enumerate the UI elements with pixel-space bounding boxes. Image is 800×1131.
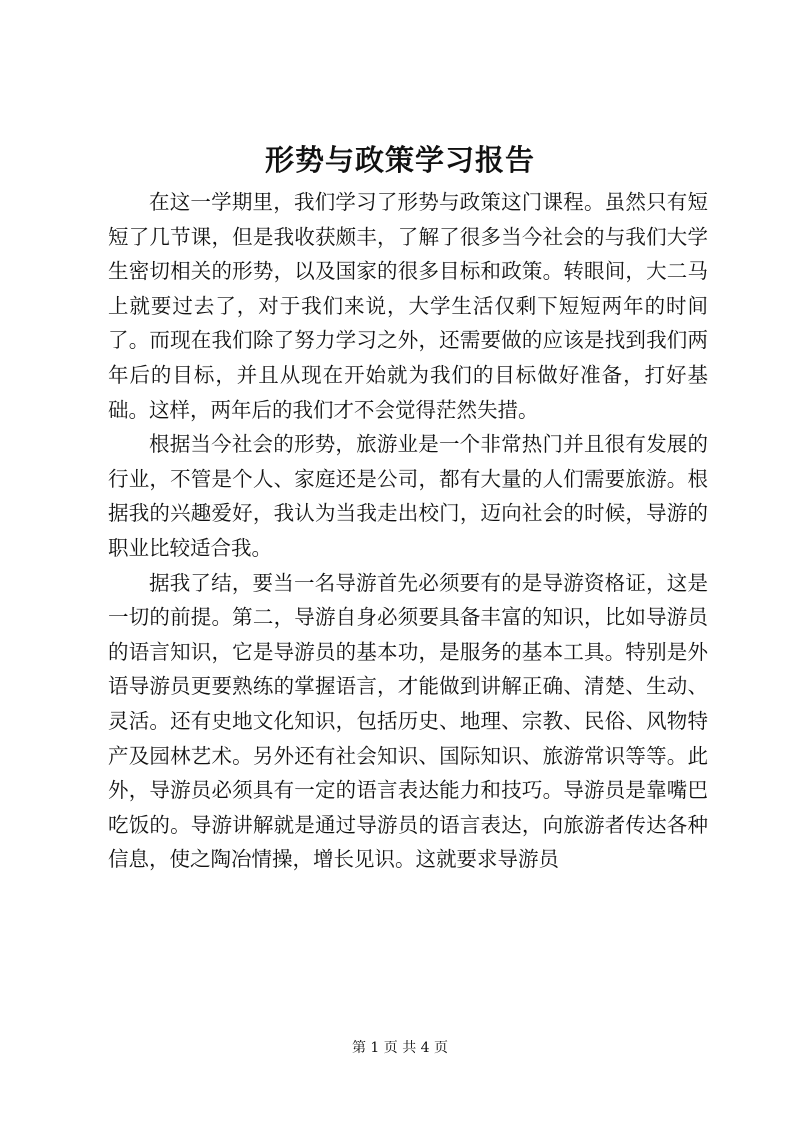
paragraph-2: 根据当今社会的形势，旅游业是一个非常热门并且很有发展的行业，不管是个人、家庭还是公司，都有大量的人们需要旅游。根据我的兴趣爱好，我认为当我走出校门，迈向社会的时候，导游的职业比较适合我。: [108, 432, 708, 560]
page-number-footer: 第 1 页 共 4 页: [351, 1040, 449, 1056]
document-body: [108, 185, 708, 877]
paragraph-3: 据我了结，要当一名导游首先必须要有的是导游资格证，这是一切的前提。第二，导游自身必须要具备丰富的知识，比如导游员的语言知识，它是导游员的基本功，是服务的基本工具。特别是外语导游员更要熟练的掌握语言，才能做到讲解正确、清楚、生动、灵活。还有史地文化知识，包括历史、地理、宗教、民俗、风物特产及园林艺术。另外还有社会知识、国际知识、旅游常识等等。此外，导游员必须具有一定的语言表达能力和技巧。导游员是靠嘴巴吃饭的。导游讲解就是通过导游员的语言表达，向旅游者传达各种信息，使之陶冶情操，增长见识。这就要求导游员: [108, 570, 708, 872]
document-title: 形势与政策学习报告: [264, 143, 535, 177]
paragraph-1: 在这一学期里，我们学习了形势与政策这门课程。虽然只有短短了几节课，但是我收获颇丰，了解了很多当今社会的与我们大学生密切相关的形势，以及国家的很多目标和政策。转眼间，大二马上就要过去了，对于我们来说，大学生活仅剩下短短两年的时间了。而现在我们除了努力学习之外，还需要做的应该是找到我们两年后的目标，并且从现在开始就为我们的目标做好准备，打好基础。这样，两年后的我们才不会觉得茫然失措。: [108, 190, 708, 422]
